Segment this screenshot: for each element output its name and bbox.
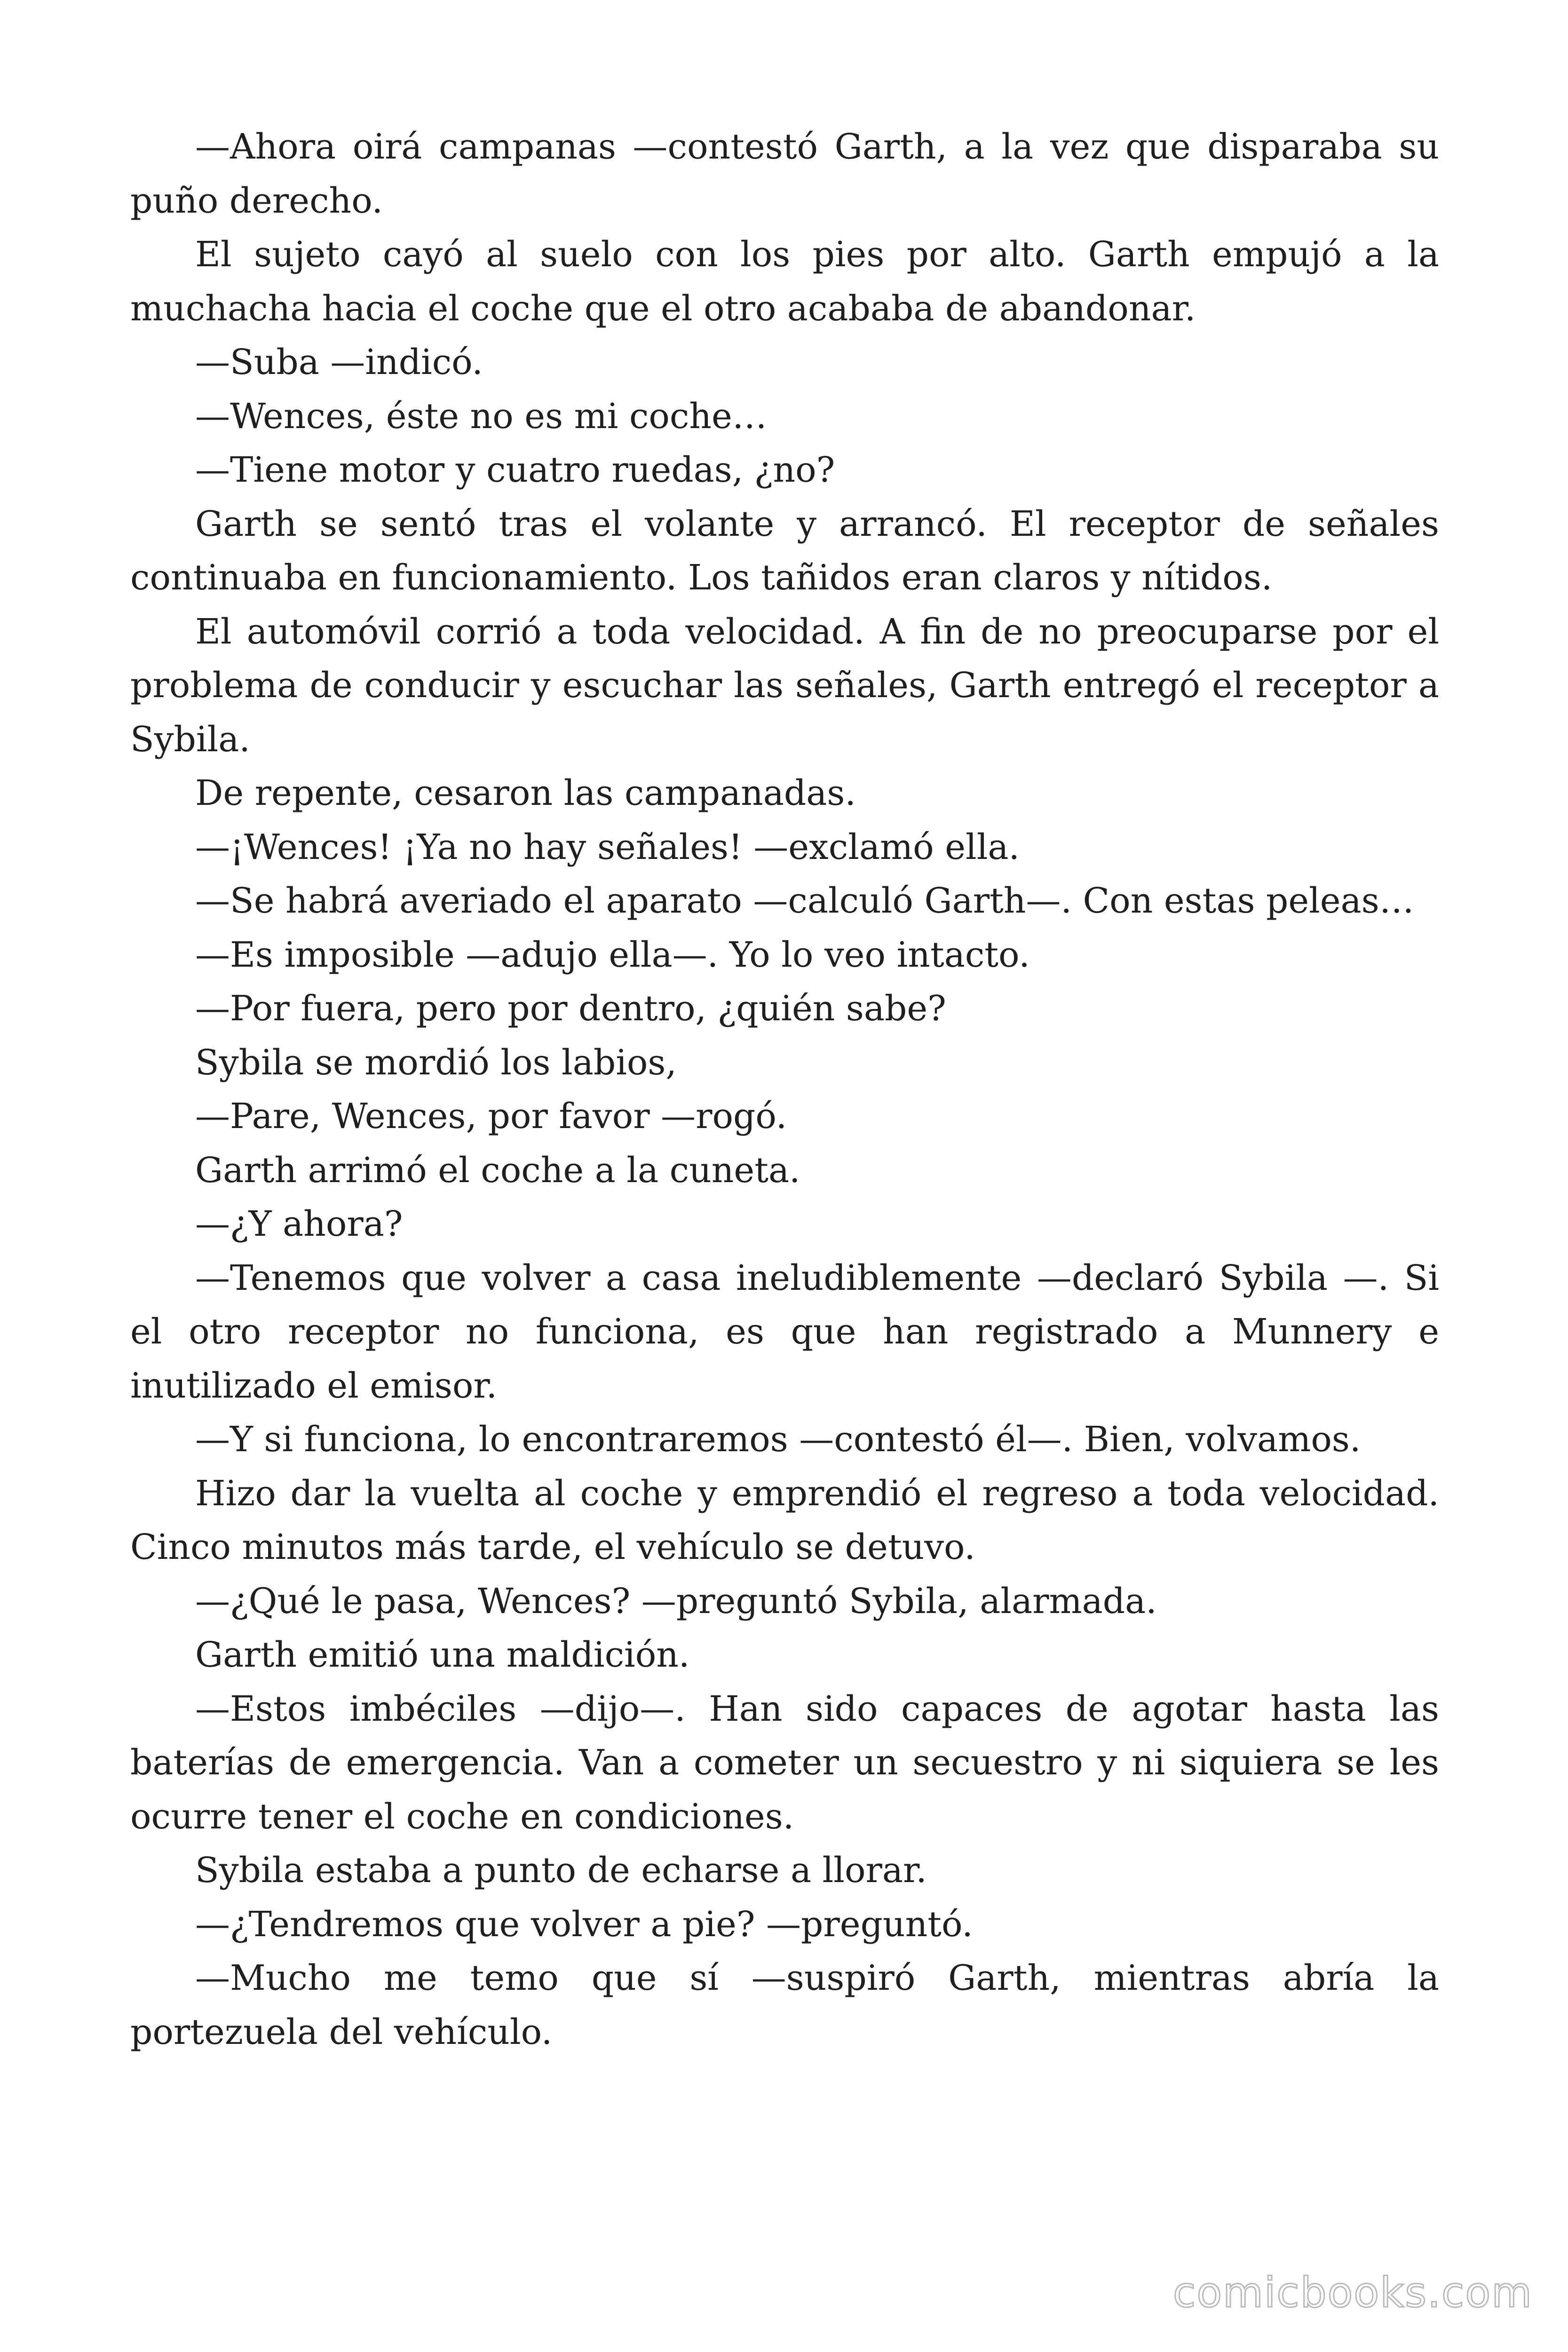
paragraph: Hizo dar la vuelta al coche y emprendió el regreso a toda velocidad. Cinco minutos más tarde, el vehículo se detuvo. bbox=[130, 1473, 1439, 1567]
watermark: comicbooks.com bbox=[1172, 2268, 1533, 2317]
paragraph: Sybila estaba a punto de echarse a llorar. bbox=[195, 1850, 927, 1891]
paragraph: —Es imposible —adujo ella—. Yo lo veo intacto. bbox=[195, 934, 1030, 975]
paragraph: El automóvil corrió a toda velocidad. A fin de no preocuparse por el problema de conducir y escuchar las señales, Garth entregó el receptor a Sybila. bbox=[130, 611, 1439, 760]
paragraph: —Mucho me temo que sí —suspiró Garth, mientras abría la portezuela del vehículo. bbox=[130, 1958, 1439, 2052]
paragraph: Garth se sentó tras el volante y arrancó. El receptor de señales continuaba en funcionamiento. Los tañidos eran claros y nítidos. bbox=[130, 503, 1439, 598]
paragraph: Garth emitió una maldición. bbox=[195, 1635, 690, 1675]
paragraph: —¿Tendremos que volver a pie? —preguntó. bbox=[195, 1904, 973, 1945]
paragraph: —Wences, éste no es mi coche… bbox=[195, 396, 767, 437]
paragraph: —¿Qué le pasa, Wences? —preguntó Sybila, alarmada. bbox=[195, 1581, 1157, 1621]
paragraph: —Tenemos que volver a casa ineludiblemente —declaró Sybila —. Si el otro receptor no funciona, es que han registrado a Munnery e inutilizado el emisor. bbox=[130, 1257, 1439, 1406]
paragraph: —Tiene motor y cuatro ruedas, ¿no? bbox=[195, 450, 835, 490]
paragraph: Garth arrimó el coche a la cuneta. bbox=[195, 1150, 800, 1191]
paragraph: —¿Y ahora? bbox=[195, 1204, 403, 1244]
paragraph: —Se habrá averiado el aparato —calculó Garth—. Con estas peleas… bbox=[195, 881, 1414, 921]
page-text bbox=[130, 120, 1439, 2059]
paragraph: —Suba —indicó. bbox=[195, 342, 483, 382]
paragraph: De repente, cesaron las campanadas. bbox=[195, 773, 856, 813]
paragraph: —Pare, Wences, por favor —rogó. bbox=[195, 1096, 787, 1136]
paragraph: El sujeto cayó al suelo con los pies por alto. Garth empujó a la muchacha hacia el coche que el otro acababa de abandonar. bbox=[130, 234, 1439, 329]
paragraph: —Ahora oirá campanas —contestó Garth, a la vez que disparaba su puño derecho. bbox=[130, 127, 1439, 221]
paragraph: —Por fuera, pero por dentro, ¿quién sabe? bbox=[195, 988, 946, 1029]
paragraph: —Y si funciona, lo encontraremos —contestó él—. Bien, volvamos. bbox=[195, 1419, 1361, 1460]
paragraph: —¡Wences! ¡Ya no hay señales! —exclamó ella. bbox=[195, 826, 1020, 867]
paragraph: —Estos imbéciles —dijo—. Han sido capaces de agotar hasta las baterías de emergencia. Van a cometer un secuestro y ni siquiera se les ocurre tener el coche en condiciones. bbox=[130, 1688, 1439, 1837]
paragraph: Sybila se mordió los labios, bbox=[195, 1042, 677, 1083]
